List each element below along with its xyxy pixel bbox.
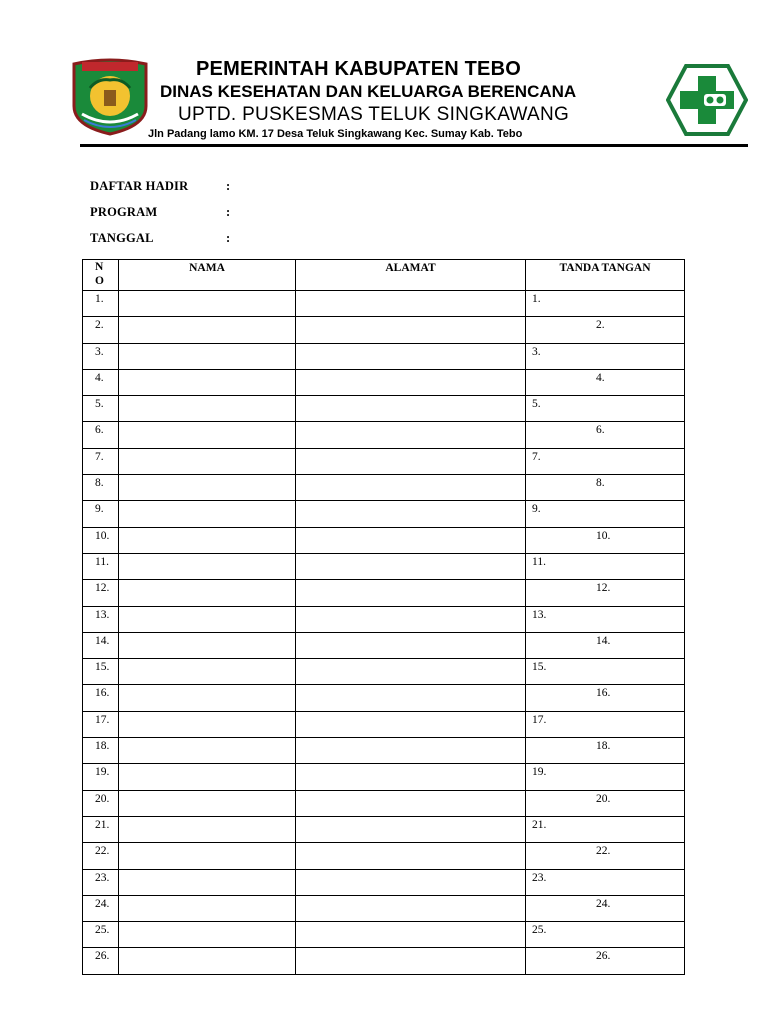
cell-no bbox=[83, 764, 119, 790]
cell-no bbox=[83, 816, 119, 842]
signature-number: 14. bbox=[596, 634, 611, 647]
signature-number: 3. bbox=[532, 345, 541, 358]
cell-tanda-tangan[interactable] bbox=[526, 553, 685, 579]
cell-alamat[interactable] bbox=[296, 501, 526, 527]
row-number: 20. bbox=[95, 792, 110, 805]
cell-tanda-tangan[interactable] bbox=[526, 396, 685, 422]
cell-nama[interactable] bbox=[119, 948, 296, 974]
column-header-nama: NAMA bbox=[119, 260, 296, 291]
cell-no bbox=[83, 501, 119, 527]
cell-alamat[interactable] bbox=[296, 343, 526, 369]
row-number: 10. bbox=[95, 529, 110, 542]
cell-no bbox=[83, 606, 119, 632]
column-header-alamat: ALAMAT bbox=[296, 260, 526, 291]
cell-alamat[interactable] bbox=[296, 606, 526, 632]
cell-tanda-tangan[interactable] bbox=[526, 632, 685, 658]
cell-tanda-tangan[interactable] bbox=[526, 422, 685, 448]
cell-alamat[interactable] bbox=[296, 291, 526, 317]
table-row bbox=[83, 685, 685, 711]
cell-alamat[interactable] bbox=[296, 843, 526, 869]
cell-alamat[interactable] bbox=[296, 475, 526, 501]
signature-number: 15. bbox=[532, 661, 547, 674]
cell-alamat[interactable] bbox=[296, 816, 526, 842]
cell-tanda-tangan[interactable] bbox=[526, 869, 685, 895]
header-line-2: DINAS KESEHATAN DAN KELUARGA BERENCANA bbox=[160, 82, 577, 101]
cell-nama[interactable] bbox=[119, 501, 296, 527]
row-number: 4. bbox=[95, 371, 104, 384]
cell-tanda-tangan[interactable] bbox=[526, 580, 685, 606]
cell-no bbox=[83, 869, 119, 895]
field-program bbox=[90, 205, 231, 220]
cell-tanda-tangan[interactable] bbox=[526, 816, 685, 842]
table-row bbox=[83, 816, 685, 842]
signature-number: 20. bbox=[596, 792, 611, 805]
signature-number: 8. bbox=[596, 477, 605, 490]
table-row bbox=[83, 396, 685, 422]
cell-nama[interactable] bbox=[119, 738, 296, 764]
cell-nama[interactable] bbox=[119, 317, 296, 343]
cell-alamat[interactable] bbox=[296, 632, 526, 658]
cell-no bbox=[83, 685, 119, 711]
cell-no bbox=[83, 632, 119, 658]
table-row bbox=[83, 501, 685, 527]
cell-no bbox=[83, 790, 119, 816]
cell-nama[interactable] bbox=[119, 606, 296, 632]
cell-alamat[interactable] bbox=[296, 396, 526, 422]
row-number: 5. bbox=[95, 398, 104, 411]
cell-nama[interactable] bbox=[119, 659, 296, 685]
field-colon: : bbox=[226, 205, 231, 219]
cell-alamat[interactable] bbox=[296, 369, 526, 395]
cell-tanda-tangan[interactable] bbox=[526, 685, 685, 711]
puskesmas-green-cross-icon bbox=[666, 64, 748, 136]
cell-tanda-tangan[interactable] bbox=[526, 711, 685, 737]
cell-tanda-tangan[interactable] bbox=[526, 343, 685, 369]
table-row bbox=[83, 422, 685, 448]
cell-tanda-tangan[interactable] bbox=[526, 790, 685, 816]
cell-tanda-tangan[interactable] bbox=[526, 843, 685, 869]
cell-no bbox=[83, 553, 119, 579]
signature-number: 19. bbox=[532, 766, 547, 779]
header-line-3: UPTD. PUSKESMAS TELUK SINGKAWANG bbox=[178, 104, 570, 125]
table-row bbox=[83, 580, 685, 606]
row-number: 24. bbox=[95, 897, 110, 910]
row-number: 25. bbox=[95, 924, 110, 937]
cell-nama[interactable] bbox=[119, 475, 296, 501]
field-colon: : bbox=[226, 231, 231, 245]
cell-alamat[interactable] bbox=[296, 317, 526, 343]
table-row bbox=[83, 659, 685, 685]
table-row bbox=[83, 790, 685, 816]
cell-alamat[interactable] bbox=[296, 422, 526, 448]
row-number: 17. bbox=[95, 713, 110, 726]
signature-number: 24. bbox=[596, 897, 611, 910]
cell-alamat[interactable] bbox=[296, 948, 526, 974]
cell-nama[interactable] bbox=[119, 580, 296, 606]
cell-alamat[interactable] bbox=[296, 869, 526, 895]
cell-no bbox=[83, 843, 119, 869]
table-row bbox=[83, 764, 685, 790]
header-divider bbox=[80, 144, 748, 147]
cell-nama[interactable] bbox=[119, 343, 296, 369]
cell-tanda-tangan[interactable] bbox=[526, 738, 685, 764]
attendance-table bbox=[82, 259, 685, 975]
cell-tanda-tangan[interactable] bbox=[526, 317, 685, 343]
signature-number: 10. bbox=[596, 529, 611, 542]
cell-tanda-tangan[interactable] bbox=[526, 948, 685, 974]
cell-nama[interactable] bbox=[119, 553, 296, 579]
cell-tanda-tangan[interactable] bbox=[526, 895, 685, 921]
cell-no bbox=[83, 291, 119, 317]
signature-number: 5. bbox=[532, 398, 541, 411]
signature-number: 1. bbox=[532, 293, 541, 305]
cell-alamat[interactable] bbox=[296, 659, 526, 685]
cell-tanda-tangan[interactable] bbox=[526, 659, 685, 685]
cell-no bbox=[83, 527, 119, 553]
signature-number: 11. bbox=[532, 555, 546, 568]
row-number: 22. bbox=[95, 845, 110, 858]
table-row bbox=[83, 343, 685, 369]
cell-alamat[interactable] bbox=[296, 711, 526, 737]
row-number: 26. bbox=[95, 950, 110, 963]
field-tanggal bbox=[90, 231, 231, 246]
cell-tanda-tangan[interactable] bbox=[526, 764, 685, 790]
table-row bbox=[83, 948, 685, 974]
field-daftar-hadir bbox=[90, 179, 231, 194]
row-number: 7. bbox=[95, 450, 104, 463]
cell-alamat[interactable] bbox=[296, 580, 526, 606]
cell-alamat[interactable] bbox=[296, 685, 526, 711]
cell-alamat[interactable] bbox=[296, 790, 526, 816]
column-header-no-line-1: N bbox=[95, 261, 104, 273]
table-row bbox=[83, 553, 685, 579]
cell-nama[interactable] bbox=[119, 711, 296, 737]
cell-no bbox=[83, 922, 119, 948]
row-number: 3. bbox=[95, 345, 104, 358]
row-number: 1. bbox=[95, 293, 104, 305]
cell-tanda-tangan[interactable] bbox=[526, 369, 685, 395]
signature-number: 23. bbox=[532, 871, 547, 884]
cell-nama[interactable] bbox=[119, 895, 296, 921]
field-label: TANGGAL bbox=[90, 231, 154, 245]
signature-number: 18. bbox=[596, 740, 611, 753]
cell-no bbox=[83, 396, 119, 422]
field-label: DAFTAR HADIR bbox=[90, 179, 189, 193]
table-row bbox=[83, 475, 685, 501]
signature-number: 22. bbox=[596, 845, 611, 858]
cell-tanda-tangan[interactable] bbox=[526, 922, 685, 948]
cell-alamat[interactable] bbox=[296, 527, 526, 553]
cell-tanda-tangan[interactable] bbox=[526, 448, 685, 474]
cell-nama[interactable] bbox=[119, 685, 296, 711]
signature-number: 6. bbox=[596, 424, 605, 437]
signature-number: 2. bbox=[596, 319, 605, 332]
cell-no bbox=[83, 659, 119, 685]
table-row bbox=[83, 448, 685, 474]
row-number: 19. bbox=[95, 766, 110, 779]
table-row bbox=[83, 738, 685, 764]
cell-nama[interactable] bbox=[119, 869, 296, 895]
signature-number: 12. bbox=[596, 582, 611, 595]
cell-nama[interactable] bbox=[119, 632, 296, 658]
signature-number: 25. bbox=[532, 924, 547, 937]
signature-number: 17. bbox=[532, 713, 547, 726]
table-row bbox=[83, 527, 685, 553]
row-number: 14. bbox=[95, 634, 110, 647]
cell-nama[interactable] bbox=[119, 922, 296, 948]
cell-nama[interactable] bbox=[119, 291, 296, 317]
cell-alamat[interactable] bbox=[296, 895, 526, 921]
cell-no bbox=[83, 343, 119, 369]
column-header-no bbox=[83, 260, 119, 291]
table-row bbox=[83, 606, 685, 632]
row-number: 6. bbox=[95, 424, 104, 437]
column-header-no-line-2: O bbox=[95, 275, 104, 287]
table-row bbox=[83, 869, 685, 895]
table-header-row bbox=[83, 260, 685, 291]
row-number: 12. bbox=[95, 582, 110, 595]
cell-alamat[interactable] bbox=[296, 922, 526, 948]
cell-alamat[interactable] bbox=[296, 448, 526, 474]
tebo-regency-crest-icon bbox=[68, 58, 152, 136]
header-line-1: PEMERINTAH KABUPATEN TEBO bbox=[196, 58, 521, 80]
cell-tanda-tangan[interactable] bbox=[526, 501, 685, 527]
cell-nama[interactable] bbox=[119, 816, 296, 842]
table-row bbox=[83, 291, 685, 317]
cell-alamat[interactable] bbox=[296, 553, 526, 579]
header-address: Jln Padang lamo KM. 17 Desa Teluk Singkawang Kec. Sumay Kab. Tebo bbox=[148, 128, 523, 140]
table-row bbox=[83, 711, 685, 737]
cell-no bbox=[83, 448, 119, 474]
field-colon: : bbox=[226, 179, 231, 193]
cell-no bbox=[83, 422, 119, 448]
cell-nama[interactable] bbox=[119, 764, 296, 790]
table-row bbox=[83, 632, 685, 658]
cell-tanda-tangan[interactable] bbox=[526, 606, 685, 632]
cell-nama[interactable] bbox=[119, 527, 296, 553]
row-number: 13. bbox=[95, 608, 110, 621]
cell-tanda-tangan[interactable] bbox=[526, 475, 685, 501]
cell-tanda-tangan[interactable] bbox=[526, 291, 685, 317]
row-number: 16. bbox=[95, 687, 110, 700]
cell-nama[interactable] bbox=[119, 422, 296, 448]
cell-no bbox=[83, 711, 119, 737]
row-number: 18. bbox=[95, 740, 110, 753]
cell-no bbox=[83, 580, 119, 606]
cell-nama[interactable] bbox=[119, 369, 296, 395]
cell-nama[interactable] bbox=[119, 843, 296, 869]
row-number: 11. bbox=[95, 555, 109, 568]
table-row bbox=[83, 843, 685, 869]
cell-no bbox=[83, 369, 119, 395]
cell-no bbox=[83, 317, 119, 343]
signature-number: 26. bbox=[596, 950, 611, 963]
signature-number: 9. bbox=[532, 503, 541, 516]
row-number: 8. bbox=[95, 477, 104, 490]
cell-no bbox=[83, 895, 119, 921]
table-row bbox=[83, 369, 685, 395]
table-row bbox=[83, 895, 685, 921]
signature-number: 13. bbox=[532, 608, 547, 621]
row-number: 21. bbox=[95, 818, 110, 831]
cell-no bbox=[83, 738, 119, 764]
signature-number: 4. bbox=[596, 371, 605, 384]
signature-number: 21. bbox=[532, 818, 547, 831]
row-number: 9. bbox=[95, 503, 104, 516]
row-number: 23. bbox=[95, 871, 110, 884]
cell-no bbox=[83, 948, 119, 974]
field-label: PROGRAM bbox=[90, 205, 158, 219]
cell-nama[interactable] bbox=[119, 790, 296, 816]
cell-nama[interactable] bbox=[119, 396, 296, 422]
cell-nama[interactable] bbox=[119, 448, 296, 474]
column-header-tanda-tangan: TANDA TANGAN bbox=[526, 260, 685, 291]
cell-no bbox=[83, 475, 119, 501]
signature-number: 7. bbox=[532, 450, 541, 463]
table-row bbox=[83, 317, 685, 343]
signature-number: 16. bbox=[596, 687, 611, 700]
cell-alamat[interactable] bbox=[296, 738, 526, 764]
table-row bbox=[83, 922, 685, 948]
row-number: 2. bbox=[95, 319, 104, 332]
cell-tanda-tangan[interactable] bbox=[526, 527, 685, 553]
cell-alamat[interactable] bbox=[296, 764, 526, 790]
row-number: 15. bbox=[95, 661, 110, 674]
